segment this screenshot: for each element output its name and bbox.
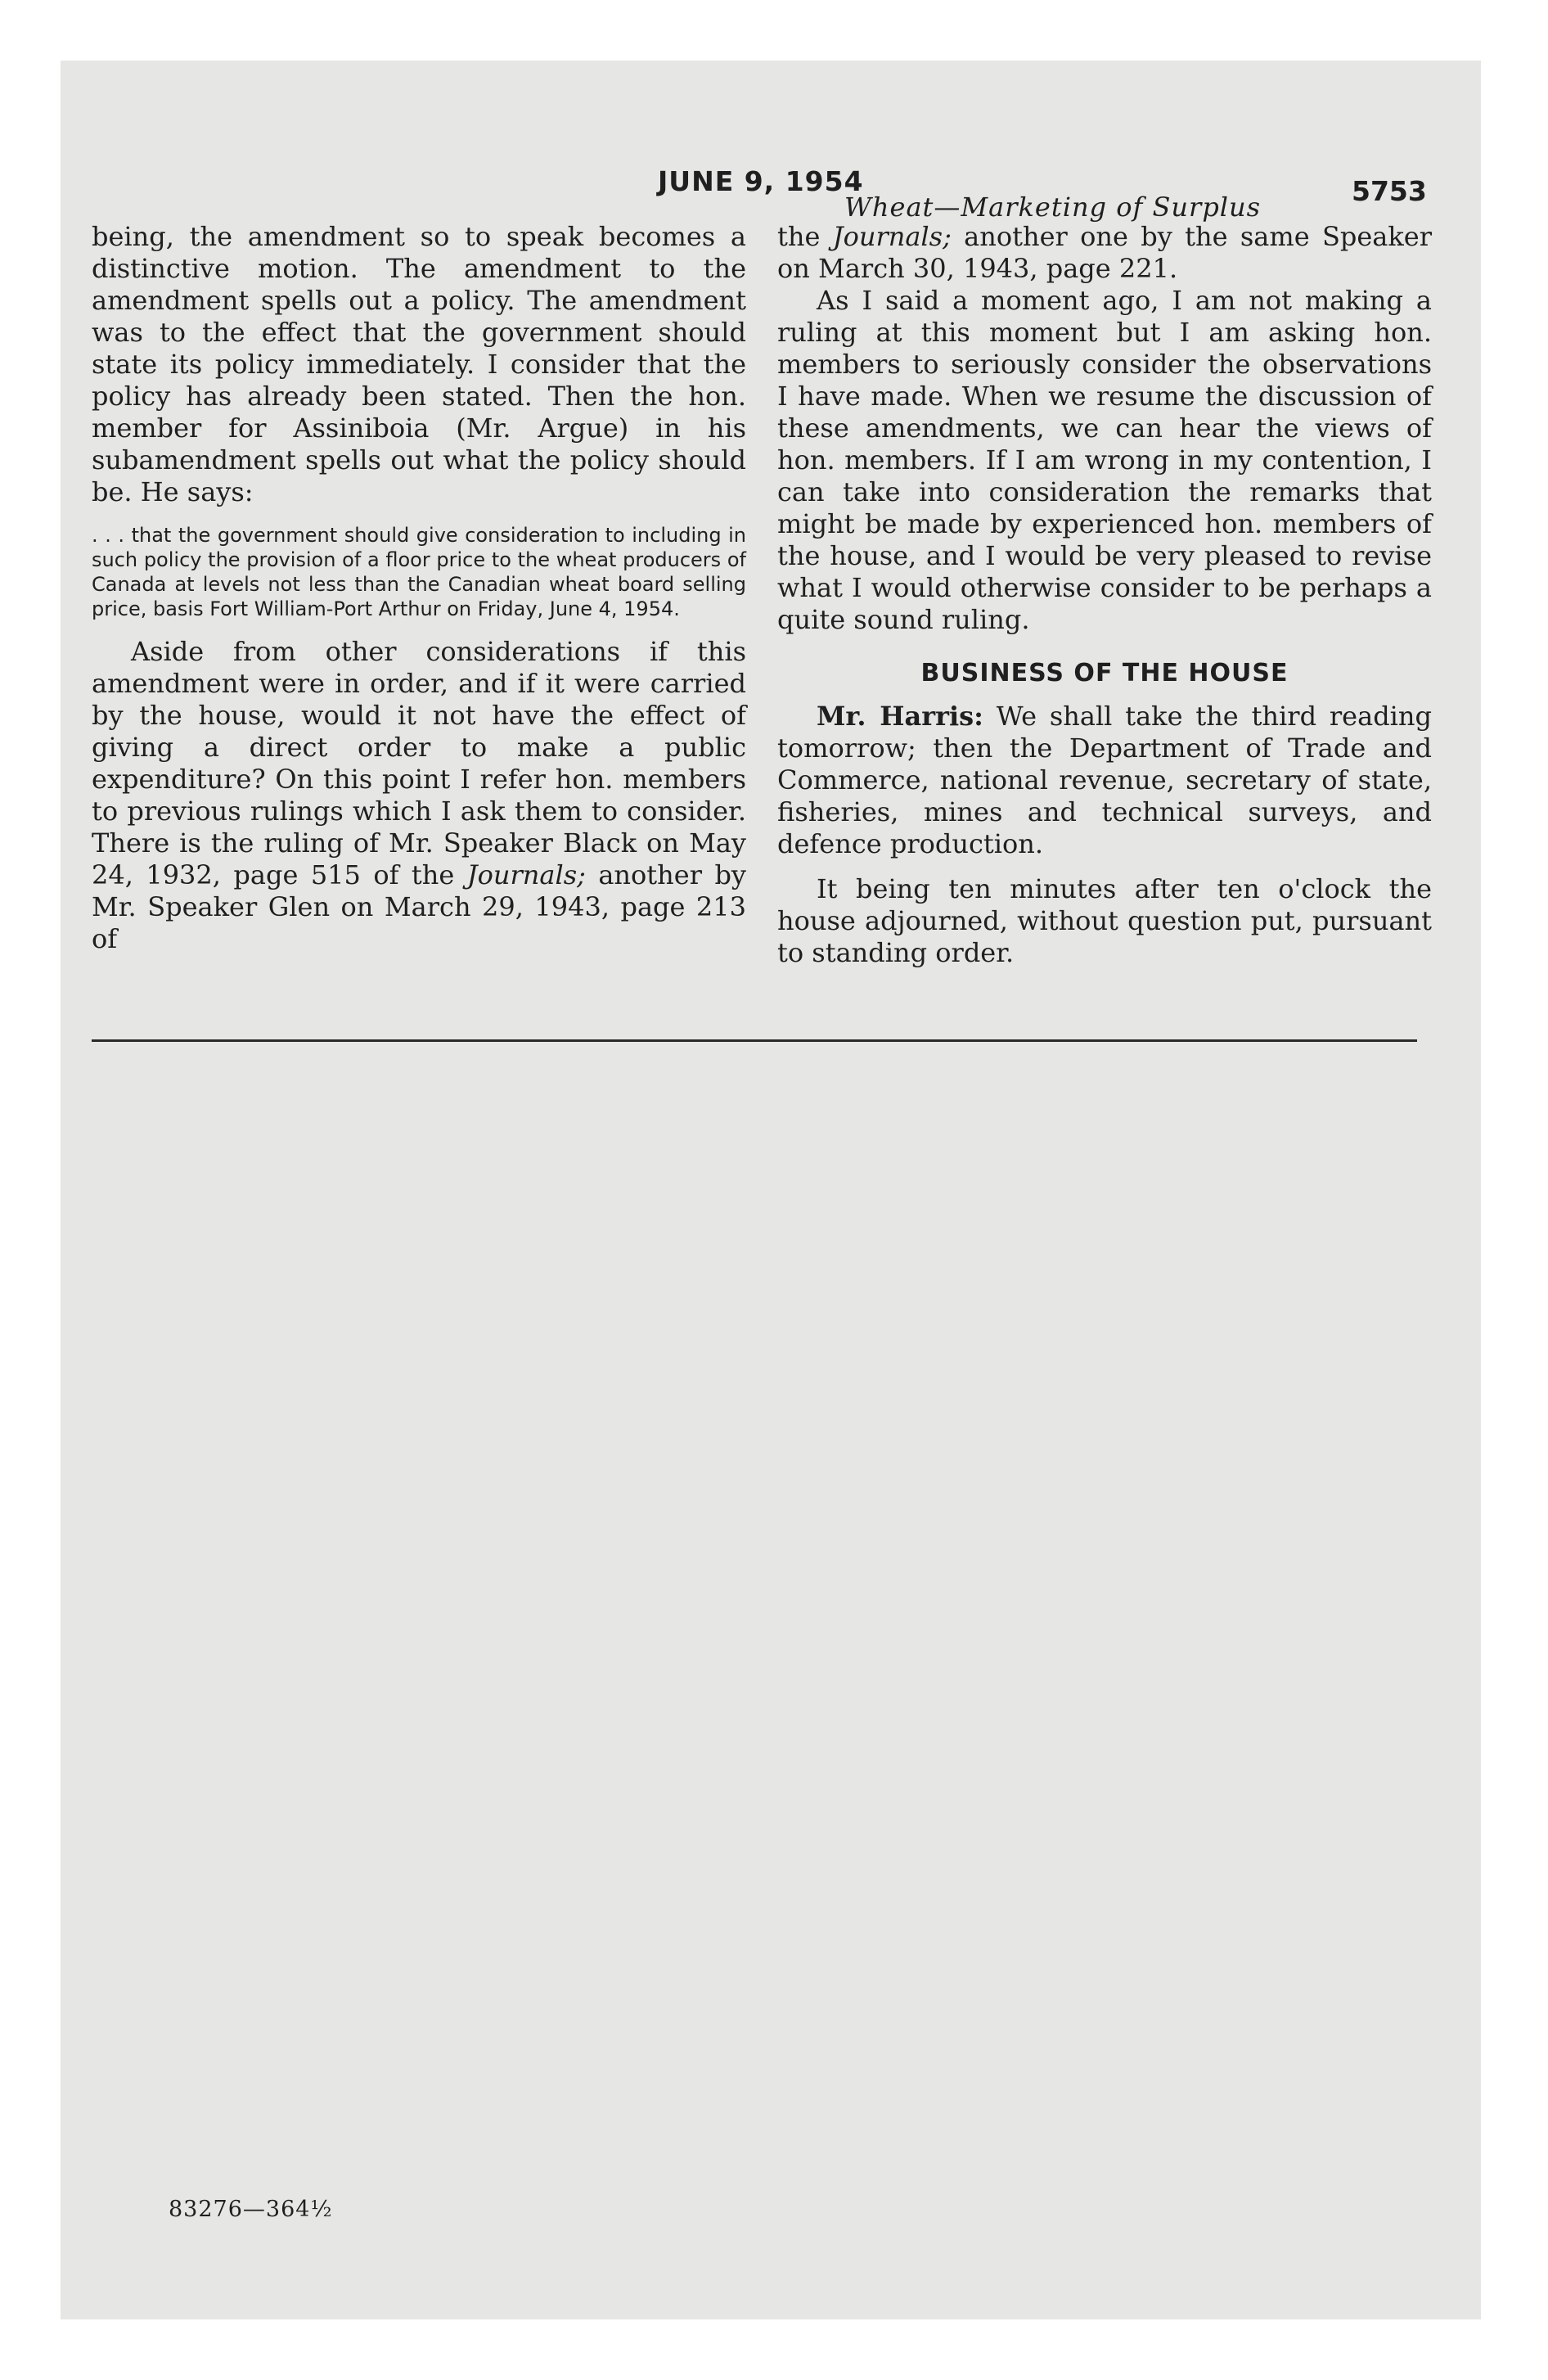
right-paragraph-2: As I said a moment ago, I am not making a ruling at this moment but I am asking hon. members to seriously consider the observations I have made. When we resume the discussion of these amendments, we can hear the views of hon. members. If I am wrong in my contention, I can take into consideration the remarks that might be made by experienced hon. members of the house, and I would be very pleased to revise what I would otherwise consider to be perhaps a quite sound ruling. — [777, 285, 1432, 635]
block-quote: . . . that the government should give consideration to including in such policy the provision of a floor price to the wheat producers of Canada at levels not less than the Canadian wheat board selling price, basis Fort William-Port Arthur on Friday, June 4, 1954. — [92, 524, 746, 620]
right-paragraph-1 — [777, 221, 1432, 285]
left-paragraph-2 — [92, 636, 746, 955]
right-column — [777, 221, 1432, 969]
printer-mark: 83276—364½ — [169, 2197, 333, 2222]
speaker-remarks: We shall take the third reading tomorrow; then the Department of Trade and Commerce, national revenue, secretary of state, fisheries, mines and technical surveys, and defence production. — [777, 701, 1432, 859]
right-paragraph-1-start: the — [777, 221, 833, 252]
running-head — [61, 157, 1481, 206]
horizontal-rule — [92, 1039, 1417, 1042]
left-column — [92, 221, 746, 955]
document-page — [61, 61, 1481, 2319]
left-paragraph-2-text: Aside from other considerations if this amendment were in order, and if it were carried by the house, would it not have the effect of giving a direct order to make a public expenditure? On this point I refer hon. members to previous rulings which I ask them to consider. There is the ruling of Mr. Speaker Black on May 24, 1932, page 515 of the — [92, 636, 746, 890]
right-paragraph-4: It being ten minutes after ten o'clock the house adjourned, without question put, pursuant to standing order. — [777, 873, 1432, 968]
left-paragraph-1: being, the amendment so to speak becomes a distinctive motion. The amendment to the amendment spells out a policy. The amendment was to the effect that the government should state its policy immediately. I consider that the policy has already been stated. Then the hon. member for Assiniboia (Mr. Argue) in his subamendment spells out what the policy should be. He says: — [92, 221, 746, 507]
journals-reference: Journals; — [466, 859, 586, 890]
right-paragraph-3 — [777, 701, 1432, 860]
right-paragraph-1-end: another one by the same Speaker on March 30, 1943, page 221. — [777, 221, 1433, 284]
paragraph-spacer — [777, 860, 1432, 873]
section-heading: BUSINESS OF THE HOUSE — [920, 659, 1289, 687]
journals-reference: Journals; — [832, 221, 952, 252]
subject-heading: Wheat—Marketing of Surplus — [844, 192, 1262, 223]
page-date: JUNE 9, 1954 — [658, 165, 864, 197]
speaker-name: Mr. Harris: — [817, 701, 983, 732]
left-paragraph-2-end: another by Mr. Speaker Glen on March 29, 1943, page 213 of — [92, 859, 747, 954]
page-number: 5753 — [1352, 175, 1427, 207]
